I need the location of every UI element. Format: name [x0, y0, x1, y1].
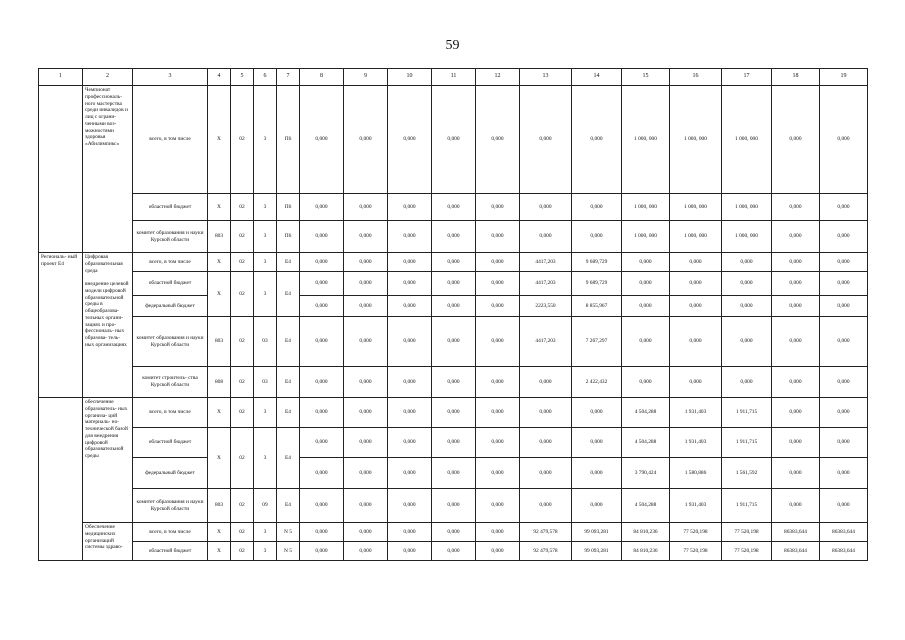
value-cell: 86383,644 — [820, 523, 868, 542]
value-cell: 0,000 — [622, 367, 670, 398]
value-cell: 0,000 — [820, 428, 868, 458]
project-name-cell: Региональ- ный проект Е4 — [39, 253, 83, 398]
value-cell: 1 911,715 — [722, 489, 772, 523]
code-cell: Х — [208, 542, 231, 561]
value-cell: 0,000 — [432, 296, 476, 317]
column-header: 5 — [231, 69, 254, 86]
value-cell: 0,000 — [772, 428, 820, 458]
value-cell: 99 093,281 — [572, 523, 622, 542]
value-cell: 1 000, 000 — [670, 221, 722, 253]
value-cell: 0,000 — [622, 272, 670, 296]
value-cell: 0,000 — [388, 221, 432, 253]
table-row — [39, 253, 868, 272]
value-cell: 0,000 — [476, 542, 520, 561]
value-cell: 0,000 — [820, 272, 868, 296]
code-cell: Е4 — [277, 489, 300, 523]
budget-source-cell: всего, в том числе — [133, 523, 208, 542]
value-cell: 4417,203 — [520, 272, 572, 296]
code-cell: 02 — [231, 317, 254, 367]
value-cell: 0,000 — [722, 317, 772, 367]
value-cell: 0,000 — [344, 194, 388, 221]
value-cell: 0,000 — [300, 489, 344, 523]
value-cell: 0,000 — [300, 86, 344, 194]
column-header: 10 — [388, 69, 432, 86]
value-cell: 4 504,288 — [622, 398, 670, 428]
value-cell: 0,000 — [772, 86, 820, 194]
value-cell: 92 479,578 — [520, 542, 572, 561]
value-cell: 0,000 — [722, 296, 772, 317]
budget-source-cell: областной бюджет — [133, 542, 208, 561]
table-row — [39, 398, 868, 428]
table-row — [39, 317, 868, 367]
value-cell: 2223,550 — [520, 296, 572, 317]
value-cell: 0,000 — [670, 317, 722, 367]
value-cell: 0,000 — [476, 194, 520, 221]
code-cell: 808 — [208, 367, 231, 398]
value-cell: 0,000 — [300, 296, 344, 317]
code-cell: Х — [208, 194, 231, 221]
budget-source-cell: областной бюджет — [133, 194, 208, 221]
value-cell: 0,000 — [300, 523, 344, 542]
value-cell: 92 479,578 — [520, 523, 572, 542]
value-cell: 3 790,424 — [622, 458, 670, 489]
code-cell: 02 — [231, 398, 254, 428]
column-header: 6 — [254, 69, 277, 86]
value-cell: 0,000 — [432, 489, 476, 523]
value-cell: 0,000 — [300, 367, 344, 398]
value-cell: 0,000 — [388, 253, 432, 272]
value-cell: 1 580,886 — [670, 458, 722, 489]
value-cell: 0,000 — [388, 523, 432, 542]
value-cell: 0,000 — [432, 458, 476, 489]
value-cell: 0,000 — [572, 194, 622, 221]
code-cell: 3 — [254, 542, 277, 561]
value-cell: 0,000 — [388, 272, 432, 296]
value-cell: 86383,644 — [772, 542, 820, 561]
table-row — [39, 367, 868, 398]
code-cell: 3 — [254, 253, 277, 272]
code-cell: 803 — [208, 317, 231, 367]
cell-empty — [39, 86, 83, 253]
value-cell: 1 931,403 — [670, 428, 722, 458]
value-cell: 0,000 — [432, 86, 476, 194]
value-cell: 0,000 — [572, 458, 622, 489]
event-name-cell: Чемпионат профессиональ- ного мастерства среди инвалидов и лиц с ограни- ченными воз- можностями здоровья «Абилимпикс» — [83, 86, 133, 253]
table-row — [39, 523, 868, 542]
value-cell: 0,000 — [476, 253, 520, 272]
column-header: 13 — [520, 69, 572, 86]
value-cell: 0,000 — [344, 86, 388, 194]
value-cell: 0,000 — [520, 489, 572, 523]
value-cell: 1 931,403 — [670, 398, 722, 428]
value-cell: 0,000 — [300, 398, 344, 428]
value-cell: 0,000 — [772, 367, 820, 398]
budget-source-cell: областной бюджет — [133, 272, 208, 296]
value-cell: 0,000 — [388, 428, 432, 458]
code-cell: Е4 — [277, 367, 300, 398]
code-cell: Х — [208, 523, 231, 542]
code-cell: 3 — [254, 398, 277, 428]
value-cell: 0,000 — [476, 458, 520, 489]
value-cell: 0,000 — [388, 367, 432, 398]
value-cell: 0,000 — [300, 221, 344, 253]
value-cell: 0,000 — [820, 296, 868, 317]
value-cell: 0,000 — [300, 542, 344, 561]
code-cell: П6 — [277, 194, 300, 221]
value-cell: 0,000 — [388, 458, 432, 489]
value-cell: 1 000, 000 — [622, 221, 670, 253]
value-cell: 0,000 — [572, 398, 622, 428]
code-cell: 02 — [231, 542, 254, 561]
budget-source-cell: комитет образования и науки Курской области — [133, 317, 208, 367]
value-cell: 8 855,967 — [572, 296, 622, 317]
event-name-cell: обеспечение образователь- ных организа- ций материаль- но- технической базой для внедрения цифровой образовательной среды — [83, 398, 133, 523]
value-cell: 0,000 — [520, 86, 572, 194]
value-cell: 0,000 — [476, 296, 520, 317]
value-cell: 0,000 — [820, 458, 868, 489]
value-cell: 0,000 — [520, 221, 572, 253]
code-cell: 02 — [231, 272, 254, 317]
value-cell: 4417,203 — [520, 317, 572, 367]
code-cell: Е4 — [277, 428, 300, 489]
value-cell: 0,000 — [344, 489, 388, 523]
table-row — [39, 542, 868, 561]
value-cell: 0,000 — [820, 86, 868, 194]
code-cell: 02 — [231, 367, 254, 398]
value-cell: 0,000 — [344, 317, 388, 367]
code-cell: 3 — [254, 86, 277, 194]
value-cell: 0,000 — [300, 458, 344, 489]
value-cell: 4 504,288 — [622, 489, 670, 523]
value-cell: 0,000 — [388, 194, 432, 221]
value-cell: 0,000 — [432, 272, 476, 296]
code-cell: 02 — [231, 194, 254, 221]
value-cell: 0,000 — [722, 272, 772, 296]
value-cell: 0,000 — [300, 272, 344, 296]
value-cell: 0,000 — [388, 296, 432, 317]
column-header: 4 — [208, 69, 231, 86]
value-cell: 0,000 — [572, 86, 622, 194]
value-cell: 0,000 — [820, 489, 868, 523]
column-header: 1 — [39, 69, 83, 86]
value-cell: 0,000 — [432, 428, 476, 458]
column-header: 19 — [820, 69, 868, 86]
value-cell: 0,000 — [670, 367, 722, 398]
value-cell: 0,000 — [344, 253, 388, 272]
value-cell: 0,000 — [722, 367, 772, 398]
value-cell: 0,000 — [520, 428, 572, 458]
value-cell: 0,000 — [520, 194, 572, 221]
value-cell: 1 000, 000 — [622, 194, 670, 221]
value-cell: 1 000, 000 — [670, 194, 722, 221]
value-cell: 0,000 — [820, 398, 868, 428]
column-header: 16 — [670, 69, 722, 86]
value-cell: 4417,203 — [520, 253, 572, 272]
value-cell: 0,000 — [572, 489, 622, 523]
code-cell: 03 — [254, 367, 277, 398]
value-cell: 1 000, 000 — [622, 86, 670, 194]
value-cell: 84 810,236 — [622, 523, 670, 542]
value-cell: 0,000 — [520, 398, 572, 428]
code-cell: Е4 — [277, 398, 300, 428]
code-cell: 02 — [231, 86, 254, 194]
value-cell: 1 561,592 — [722, 458, 772, 489]
column-header: 2 — [83, 69, 133, 86]
value-cell: 0,000 — [432, 317, 476, 367]
budget-source-cell: комитет строитель- ства Курской области — [133, 367, 208, 398]
value-cell: 0,000 — [820, 317, 868, 367]
code-cell: Е4 — [277, 272, 300, 317]
value-cell: 0,000 — [622, 253, 670, 272]
value-cell: 0,000 — [476, 523, 520, 542]
value-cell: 0,000 — [344, 428, 388, 458]
table-row — [39, 221, 868, 253]
value-cell: 0,000 — [820, 221, 868, 253]
value-cell: 0,000 — [772, 253, 820, 272]
value-cell: 0,000 — [344, 523, 388, 542]
value-cell: 77 520,198 — [670, 523, 722, 542]
value-cell: 0,000 — [772, 194, 820, 221]
value-cell: 0,000 — [670, 296, 722, 317]
value-cell: 0,000 — [476, 272, 520, 296]
value-cell: 0,000 — [344, 221, 388, 253]
budget-source-cell: комитет образования и науки Курской области — [133, 489, 208, 523]
table-row — [39, 272, 868, 296]
column-header: 18 — [772, 69, 820, 86]
budget-source-cell: всего, в том числе — [133, 253, 208, 272]
value-cell: 0,000 — [344, 542, 388, 561]
value-cell: 0,000 — [344, 367, 388, 398]
value-cell: 0,000 — [670, 272, 722, 296]
value-cell: 0,000 — [344, 398, 388, 428]
column-header: 7 — [277, 69, 300, 86]
code-cell: Х — [208, 272, 231, 317]
column-header: 3 — [133, 69, 208, 86]
value-cell: 0,000 — [432, 221, 476, 253]
value-cell: 0,000 — [476, 221, 520, 253]
code-cell: Х — [208, 398, 231, 428]
value-cell: 0,000 — [344, 458, 388, 489]
value-cell: 86383,644 — [772, 523, 820, 542]
value-cell: 77 520,198 — [670, 542, 722, 561]
value-cell: 0,000 — [820, 194, 868, 221]
value-cell: 4 504,288 — [622, 428, 670, 458]
budget-source-cell: федеральный бюджет — [133, 458, 208, 489]
value-cell: 0,000 — [432, 542, 476, 561]
value-cell: 99 093,281 — [572, 542, 622, 561]
value-cell: 7 267,297 — [572, 317, 622, 367]
table-row — [39, 428, 868, 458]
code-cell: 02 — [231, 523, 254, 542]
value-cell: 0,000 — [572, 221, 622, 253]
value-cell: 1 000, 000 — [722, 194, 772, 221]
value-cell: 0,000 — [300, 194, 344, 221]
value-cell: 0,000 — [432, 194, 476, 221]
value-cell: 0,000 — [300, 428, 344, 458]
code-cell: Х — [208, 86, 231, 194]
value-cell: 0,000 — [388, 317, 432, 367]
value-cell: 0,000 — [670, 253, 722, 272]
value-cell: 0,000 — [772, 489, 820, 523]
table-row — [39, 194, 868, 221]
code-cell: 02 — [231, 428, 254, 489]
code-cell: 02 — [231, 489, 254, 523]
value-cell: 0,000 — [622, 296, 670, 317]
code-cell: 3 — [254, 523, 277, 542]
value-cell: 0,000 — [344, 272, 388, 296]
event-name-cell: Обеспечение медицинских организаций системы здраво- — [83, 523, 133, 561]
value-cell: 0,000 — [432, 398, 476, 428]
budget-source-cell: комитет образования и науки Курской области — [133, 221, 208, 253]
value-cell: 9 689,729 — [572, 272, 622, 296]
value-cell: 0,000 — [772, 398, 820, 428]
value-cell: 1 911,715 — [722, 398, 772, 428]
code-cell: 03 — [254, 317, 277, 367]
value-cell: 1 000, 000 — [670, 86, 722, 194]
code-cell: N 5 — [277, 542, 300, 561]
budget-source-cell: федеральный бюджет — [133, 296, 208, 317]
value-cell: 0,000 — [344, 296, 388, 317]
value-cell: 0,000 — [772, 296, 820, 317]
value-cell: 0,000 — [476, 398, 520, 428]
budget-source-cell: областной бюджет — [133, 428, 208, 458]
value-cell: 0,000 — [476, 86, 520, 194]
table-row — [39, 458, 868, 489]
column-header: 8 — [300, 69, 344, 86]
value-cell: 0,000 — [388, 542, 432, 561]
header-row — [39, 69, 868, 86]
value-cell: 0,000 — [432, 253, 476, 272]
column-header: 15 — [622, 69, 670, 86]
code-cell: 3 — [254, 272, 277, 317]
value-cell: 0,000 — [476, 317, 520, 367]
budget-source-cell: всего, в том числе — [133, 86, 208, 194]
value-cell: 86383,644 — [820, 542, 868, 561]
column-header: 12 — [476, 69, 520, 86]
value-cell: 0,000 — [820, 253, 868, 272]
column-header: 11 — [432, 69, 476, 86]
value-cell: 0,000 — [572, 428, 622, 458]
column-header: 14 — [572, 69, 622, 86]
column-header: 9 — [344, 69, 388, 86]
code-cell: 803 — [208, 221, 231, 253]
table-row — [39, 296, 868, 317]
value-cell: 77 520,198 — [722, 523, 772, 542]
value-cell: 0,000 — [772, 221, 820, 253]
value-cell: 0,000 — [772, 272, 820, 296]
page-number: 59 — [445, 38, 460, 53]
event-name-cell: Цифровая образовательная среда внедрение целевой модели цифровой образовательной среды в общеобразова- тельных органи- зациях и про- фессиональ- ных образова- тель- ных организациях — [83, 253, 133, 398]
value-cell: 1 931,403 — [670, 489, 722, 523]
code-cell: 09 — [254, 489, 277, 523]
cell-empty — [39, 398, 83, 561]
value-cell: 1 000, 000 — [722, 221, 772, 253]
value-cell: 0,000 — [388, 489, 432, 523]
value-cell: 0,000 — [300, 253, 344, 272]
table-row — [39, 489, 868, 523]
column-header: 17 — [722, 69, 772, 86]
value-cell: 2 422,432 — [572, 367, 622, 398]
value-cell: 0,000 — [820, 367, 868, 398]
code-cell: П6 — [277, 221, 300, 253]
value-cell: 0,000 — [388, 86, 432, 194]
code-cell: 3 — [254, 194, 277, 221]
code-cell: 3 — [254, 221, 277, 253]
value-cell: 0,000 — [476, 428, 520, 458]
code-cell: 02 — [231, 221, 254, 253]
value-cell: 77 520,198 — [722, 542, 772, 561]
code-cell: 3 — [254, 428, 277, 489]
code-cell: Е4 — [277, 253, 300, 272]
value-cell: 9 689,729 — [572, 253, 622, 272]
value-cell: 0,000 — [476, 367, 520, 398]
value-cell: 0,000 — [432, 523, 476, 542]
value-cell: 1 911,715 — [722, 428, 772, 458]
code-cell: 803 — [208, 489, 231, 523]
code-cell: Х — [208, 253, 231, 272]
value-cell: 0,000 — [520, 458, 572, 489]
code-cell: Х — [208, 428, 231, 489]
budget-table — [38, 68, 868, 561]
value-cell: 0,000 — [300, 317, 344, 367]
code-cell: N 5 — [277, 523, 300, 542]
value-cell: 0,000 — [388, 398, 432, 428]
budget-source-cell: всего, в том числе — [133, 398, 208, 428]
code-cell: 02 — [231, 253, 254, 272]
code-cell: П6 — [277, 86, 300, 194]
table-row — [39, 86, 868, 194]
value-cell: 0,000 — [476, 489, 520, 523]
value-cell: 84 810,236 — [622, 542, 670, 561]
value-cell: 0,000 — [432, 367, 476, 398]
value-cell: 0,000 — [520, 367, 572, 398]
code-cell: Е4 — [277, 317, 300, 367]
value-cell: 0,000 — [622, 317, 670, 367]
value-cell: 1 000, 000 — [722, 86, 772, 194]
value-cell: 0,000 — [772, 458, 820, 489]
value-cell: 0,000 — [722, 253, 772, 272]
value-cell: 0,000 — [772, 317, 820, 367]
